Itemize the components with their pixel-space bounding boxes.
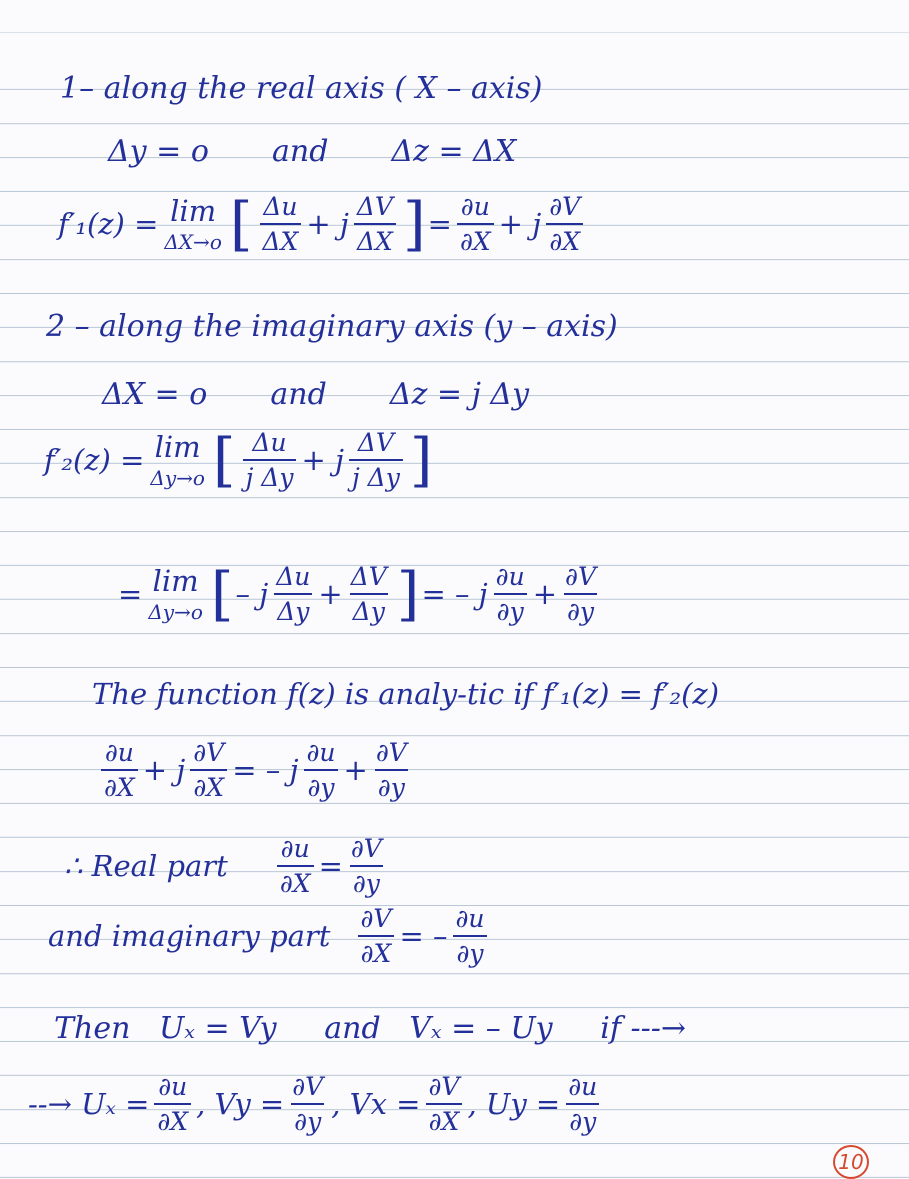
equals-minus-j: = – j	[232, 753, 299, 787]
numerator: ∂u	[568, 1072, 598, 1101]
plus-j: + j	[498, 207, 542, 241]
condition-right: Δz = j Δy	[389, 377, 530, 412]
real-part-equation	[64, 834, 390, 898]
equals-minus-j: = – j	[421, 577, 488, 611]
fraction	[190, 738, 227, 802]
denominator: j Δy	[349, 459, 403, 492]
page-number: 10	[833, 1145, 869, 1179]
denominator: ∂y	[350, 865, 383, 898]
plus-j: + j	[142, 753, 186, 787]
fraction	[357, 904, 394, 968]
limit-label: lim	[152, 564, 199, 598]
numerator: ∂V	[193, 738, 225, 767]
numerator: ∂u	[306, 738, 336, 767]
limit	[150, 430, 205, 490]
fraction	[349, 428, 403, 492]
analytic-statement: The function f(z) is analy-tic if f′₁(z) = f′₂(z)	[92, 677, 720, 711]
fraction	[373, 738, 410, 802]
fraction	[348, 834, 385, 898]
condition-left: ΔX = o	[102, 377, 208, 412]
denominator: ∂y	[564, 593, 597, 626]
numerator: ∂u	[104, 738, 134, 767]
limit-label: lim	[154, 430, 201, 464]
numerator: ∂V	[350, 834, 382, 863]
denominator: ∂X	[277, 865, 314, 898]
plus: +	[532, 577, 558, 611]
plus: +	[343, 753, 368, 787]
numerator: ΔV	[350, 562, 387, 591]
uy-label: , Uy =	[467, 1087, 561, 1121]
numerator: ∂u	[158, 1072, 188, 1101]
condition-right: Δz = ΔX	[391, 134, 517, 169]
ux-label: --→ Uₓ =	[28, 1087, 150, 1121]
fraction	[243, 428, 297, 492]
fraction	[260, 192, 302, 256]
condition-conj: and	[270, 377, 327, 412]
analytic-equation	[96, 738, 415, 802]
fraction	[546, 192, 583, 256]
denominator: ∂y	[304, 769, 337, 802]
numerator: ∂V	[565, 562, 596, 591]
right-bracket: ]	[409, 426, 433, 494]
conclusion-line: Then Uₓ = Vy and Vₓ = – Uy if ---→	[54, 1011, 687, 1046]
numerator: Δu	[252, 428, 287, 457]
limit	[164, 194, 221, 254]
minus-j: – j	[235, 577, 269, 611]
fraction	[425, 1072, 462, 1136]
real-part-label: ∴ Real part	[64, 849, 228, 883]
numerator: ∂u	[280, 834, 310, 863]
denominator: Δy	[274, 593, 312, 626]
fraction	[565, 1072, 600, 1136]
section2-condition	[102, 377, 530, 412]
equals: =	[318, 849, 343, 883]
denominator: ∂X	[190, 769, 227, 802]
fraction	[354, 192, 396, 256]
denominator: ∂y	[453, 935, 486, 968]
fraction	[562, 562, 599, 626]
numerator: ∂u	[460, 192, 490, 221]
limit-subscript: Δy→o	[150, 466, 205, 490]
section2-heading: 2 – along the imaginary axis (y – axis)	[46, 309, 618, 344]
left-bracket: [	[212, 426, 236, 494]
vx-label: , Vx =	[331, 1087, 421, 1121]
denominator: ∂y	[566, 1103, 599, 1136]
numerator: ∂V	[292, 1072, 324, 1101]
left-bracket: [	[210, 560, 234, 628]
plus-j: + j	[301, 443, 344, 477]
numerator: ∂u	[495, 562, 525, 591]
imaginary-part-equation	[48, 904, 493, 968]
right-bracket: ]	[396, 560, 420, 628]
equals: =	[118, 577, 143, 611]
denominator: j Δy	[243, 459, 297, 492]
denominator: ∂X	[358, 935, 395, 968]
fraction	[273, 562, 313, 626]
numerator: Δu	[276, 562, 311, 591]
numerator: ∂V	[360, 904, 392, 933]
denominator: ∂X	[154, 1103, 191, 1136]
section1-derivative	[58, 192, 588, 256]
denominator: ΔX	[260, 223, 302, 256]
numerator: ΔV	[357, 428, 394, 457]
limit	[148, 564, 203, 624]
fraction	[154, 1072, 191, 1136]
limit-label: lim	[170, 194, 217, 228]
fraction	[303, 738, 338, 802]
right-bracket: ]	[402, 190, 426, 258]
fraction	[277, 834, 314, 898]
derivative-lhs: f′₁(z) =	[58, 207, 159, 241]
condition-left: Δy = o	[108, 134, 209, 169]
denominator: ∂X	[101, 769, 138, 802]
derivative-lhs: f′₂(z) =	[44, 443, 145, 477]
denominator: ∂X	[426, 1103, 463, 1136]
fraction	[348, 562, 390, 626]
equals-minus: = –	[399, 919, 448, 953]
section2-derivative	[44, 428, 435, 492]
denominator: ΔX	[354, 223, 396, 256]
condition-conj: and	[271, 134, 329, 169]
section1-condition	[108, 134, 517, 169]
denominator: Δy	[350, 593, 388, 626]
numerator: ∂V	[375, 738, 407, 767]
limit-subscript: ΔX→o	[164, 230, 222, 254]
fraction	[493, 562, 528, 626]
fraction	[101, 738, 138, 802]
fraction	[452, 904, 487, 968]
left-bracket: [	[229, 190, 253, 258]
denominator: ∂y	[291, 1103, 324, 1136]
fraction	[457, 192, 494, 256]
denominator: ∂X	[546, 223, 583, 256]
plus: +	[318, 577, 343, 611]
numerator: ∂u	[455, 904, 485, 933]
section1-heading: 1– along the real axis ( X – axis)	[60, 71, 543, 106]
numerator: Δu	[263, 192, 298, 221]
limit-subscript: Δy→o	[148, 600, 203, 624]
numerator: ∂V	[549, 192, 581, 221]
section2-simplified	[118, 562, 604, 626]
vy-label: , Vy =	[196, 1087, 285, 1121]
derivative-definitions	[28, 1072, 605, 1136]
fraction	[289, 1072, 326, 1136]
plus-j: + j	[306, 207, 349, 241]
numerator: ΔV	[356, 192, 393, 221]
denominator: ∂X	[457, 223, 494, 256]
denominator: ∂y	[375, 769, 408, 802]
equals: =	[427, 207, 452, 241]
denominator: ∂y	[494, 593, 527, 626]
numerator: ∂V	[428, 1072, 460, 1101]
imaginary-part-label: and imaginary part	[48, 919, 331, 953]
